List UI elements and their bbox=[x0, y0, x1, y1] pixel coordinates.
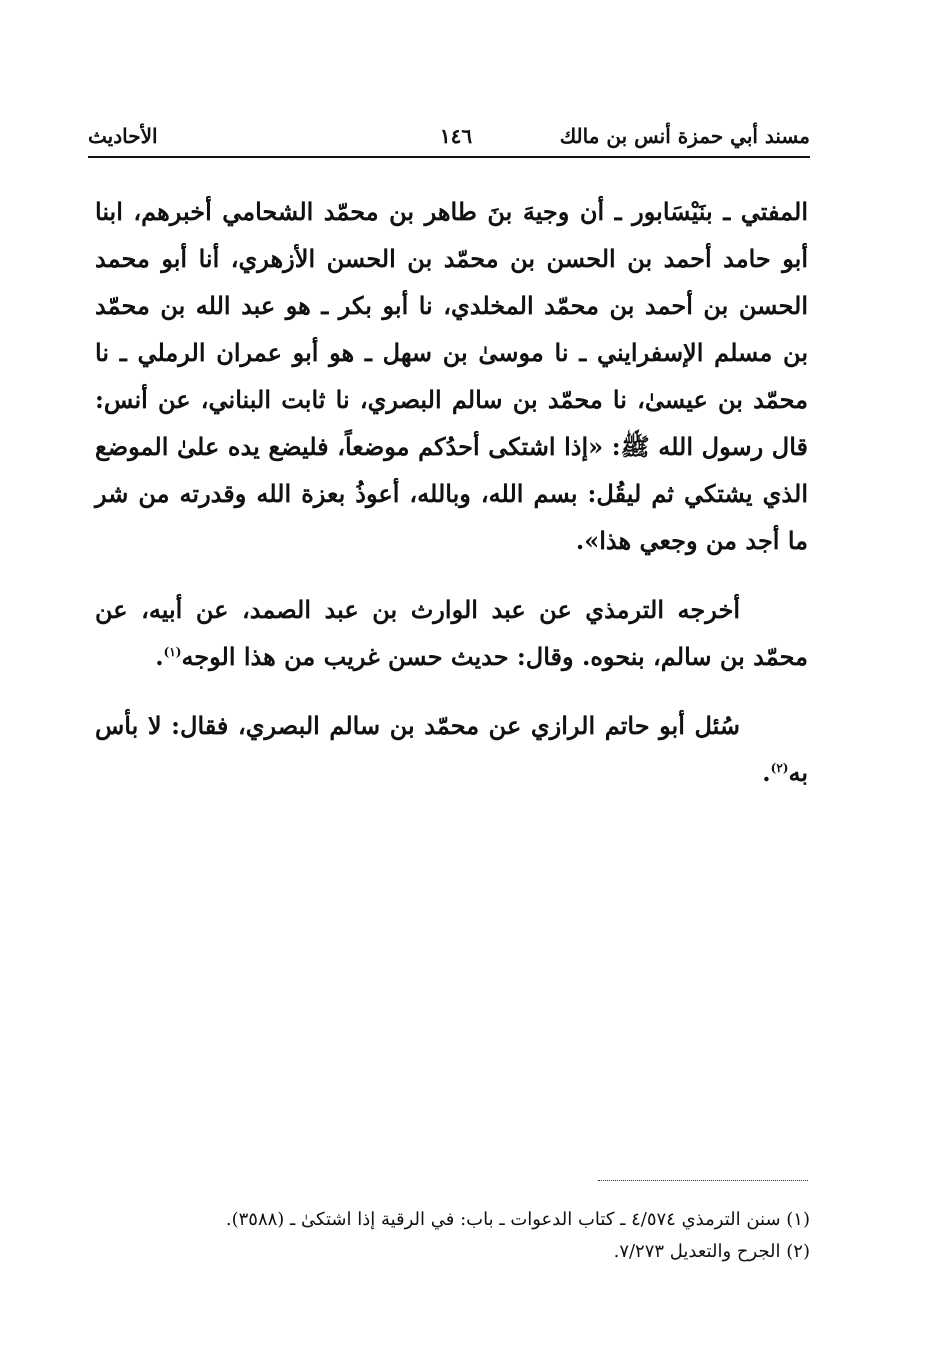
footnotes bbox=[120, 1204, 810, 1268]
header-rule bbox=[88, 156, 810, 158]
footnote-2: (٢) الجرح والتعديل ٧/٢٧٣. bbox=[613, 1241, 810, 1262]
takhrij-text: أخرجه الترمذي عن عبد الوارث بن عبد الصمد، عن أبيه، عن محمّد بن سالم، بنحوه. وقال: حديث حسن غريب من هذا الوجه bbox=[95, 595, 808, 671]
running-header bbox=[88, 118, 810, 158]
takhrij-paragraph bbox=[95, 586, 808, 680]
narrator-text: سُئل أبو حاتم الرازي عن محمّد بن سالم البصري، فقال: لا بأس به bbox=[95, 711, 808, 787]
body-text bbox=[95, 188, 808, 796]
narrator-end: . bbox=[762, 758, 771, 787]
page-number: ١٤٦ bbox=[439, 124, 473, 148]
footnote-separator bbox=[598, 1180, 808, 1181]
footnote-1: (١) سنن الترمذي ٤/٥٧٤ ـ كتاب الدعوات ـ باب: في الرقية إذا اشتكىٰ ـ (٣٥٨٨). bbox=[225, 1209, 810, 1230]
takhrij-end: . bbox=[155, 642, 164, 671]
narrator-paragraph bbox=[95, 702, 808, 796]
book-title: مسند أبي حمزة أنس بن مالك bbox=[559, 124, 810, 148]
section-title: الأحاديث bbox=[88, 124, 158, 148]
footnote-ref-2: (٢) bbox=[770, 761, 789, 775]
footnote-ref-1: (١) bbox=[163, 645, 182, 659]
hadith-paragraph: المفتي ـ بنَيْسَابور ـ أن وجيهَ بنَ طاهر بن محمّد الشحامي أخبرهم، ابنا أبو حامد أحمد بن الحسن بن محمّد بن الحسن الأزهري، أنا أبو محمد الحسن بن أحمد بن محمّد المخلدي، نا أبو بكر ـ هو عبد الله بن محمّد بن مسلم الإسفرايني ـ نا موسىٰ بن سهل ـ هو أبو عمران الرملي ـ نا محمّد بن عيسىٰ، نا محمّد بن سالم البصري، نا ثابت البناني، عن أنس: قال رسول الله ﷺ: «إذا اشتكى أحدُكم موضعاً، فليضع يده علىٰ الموضع الذي يشتكي ثم ليقُل: بسم الله، وبالله، أعوذُ بعزة الله وقدرته من شر ما أجد من وجعي هذا». bbox=[95, 197, 809, 555]
